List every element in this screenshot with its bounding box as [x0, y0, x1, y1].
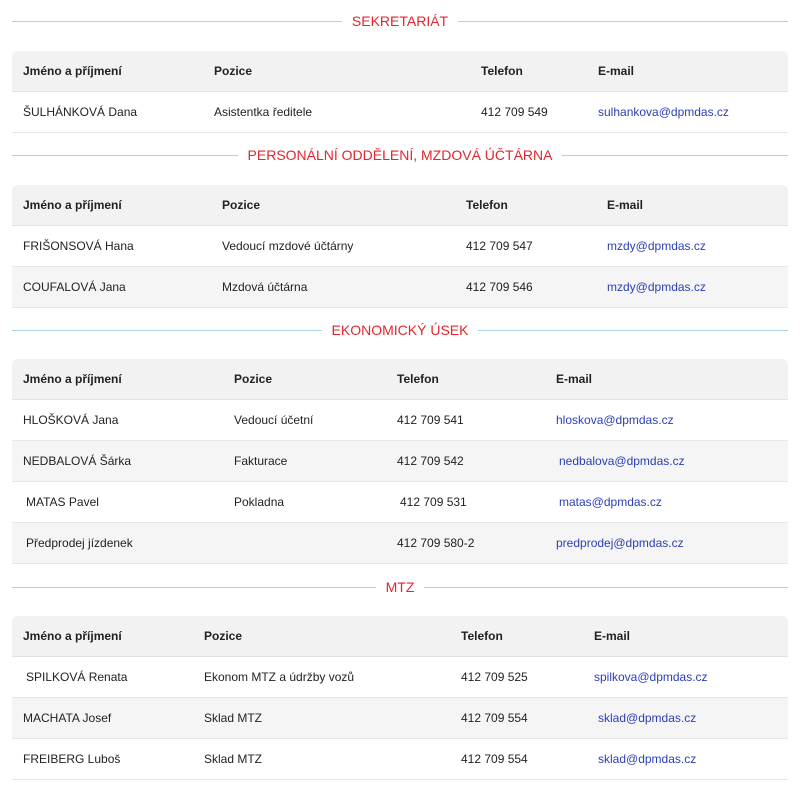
section-title-personalni: [12, 145, 788, 165]
header-name: Jméno a příjmení: [23, 629, 122, 643]
table-personalni: [12, 185, 788, 308]
email-link[interactable]: sklad@dpmdas.cz: [598, 752, 697, 766]
cell-phone: 412 709 531: [400, 495, 467, 509]
section-title-ekonomicky: [12, 320, 788, 340]
table-mtz: [12, 616, 788, 780]
section-title-label: SEKRETARIÁT: [351, 13, 449, 29]
cell-phone: 412 709 525: [461, 670, 528, 684]
cell-phone: 412 709 554: [461, 711, 528, 725]
section-title-label: MTZ: [385, 579, 415, 595]
cell-name: FREIBERG Luboš: [23, 752, 121, 766]
table-header-row: [12, 359, 788, 400]
cell-position: Ekonom MTZ a údržby vozů: [204, 670, 355, 684]
table-row: [12, 92, 788, 133]
table-row: [12, 441, 788, 482]
header-email: E-mail: [598, 64, 635, 78]
email-link[interactable]: mzdy@dpmdas.cz: [607, 239, 706, 253]
email-link[interactable]: predprodej@dpmdas.cz: [556, 536, 684, 550]
divider-line: [478, 330, 788, 331]
email-link[interactable]: mzdy@dpmdas.cz: [607, 280, 706, 294]
divider-line: [458, 21, 788, 22]
cell-name: MACHATA Josef: [23, 711, 112, 725]
cell-position: Pokladna: [234, 495, 285, 509]
email-link[interactable]: sklad@dpmdas.cz: [598, 711, 697, 725]
header-name: Jméno a příjmení: [23, 372, 122, 386]
email-link[interactable]: hloskova@dpmdas.cz: [556, 413, 674, 427]
header-position: Pozice: [214, 64, 253, 78]
table-header-row: [12, 185, 788, 226]
cell-position: Sklad MTZ: [204, 711, 263, 725]
header-email: E-mail: [594, 629, 631, 643]
email-link[interactable]: spilkova@dpmdas.cz: [594, 670, 708, 684]
cell-name: FRIŠONSOVÁ Hana: [23, 239, 134, 253]
table-row: [12, 698, 788, 739]
table-header-row: [12, 616, 788, 657]
section-title-label: PERSONÁLNÍ ODDĚLENÍ, MZDOVÁ ÚČTÁRNA: [247, 147, 553, 163]
cell-name: NEDBALOVÁ Šárka: [23, 454, 132, 468]
cell-phone: 412 709 554: [461, 752, 528, 766]
cell-position: Vedoucí účetní: [234, 413, 314, 427]
divider-line: [12, 330, 322, 331]
email-link[interactable]: nedbalova@dpmdas.cz: [559, 454, 685, 468]
table-row: [12, 482, 788, 523]
cell-phone: 412 709 547: [466, 239, 533, 253]
header-phone: Telefon: [397, 372, 439, 386]
header-name: Jméno a příjmení: [23, 198, 122, 212]
divider-line: [12, 21, 342, 22]
section-title-sekretariat: [12, 11, 788, 31]
section-title-mtz: [12, 577, 788, 597]
cell-name: SPILKOVÁ Renata: [26, 670, 128, 684]
header-position: Pozice: [204, 629, 243, 643]
table-row: [12, 523, 788, 564]
cell-position: Vedoucí mzdové účtárny: [222, 239, 354, 253]
table-row: [12, 226, 788, 267]
header-phone: Telefon: [461, 629, 503, 643]
cell-name: Předprodej jízdenek: [26, 536, 133, 550]
cell-name: COUFALOVÁ Jana: [23, 280, 126, 294]
header-position: Pozice: [234, 372, 273, 386]
cell-position: Sklad MTZ: [204, 752, 263, 766]
table-ekonomicky: [12, 359, 788, 564]
cell-phone: 412 709 580-2: [397, 536, 475, 550]
cell-name: ŠULHÁNKOVÁ Dana: [23, 105, 138, 119]
header-email: E-mail: [607, 198, 644, 212]
table-sekretariat: [12, 51, 788, 133]
header-name: Jméno a příjmení: [23, 64, 122, 78]
cell-name: HLOŠKOVÁ Jana: [23, 413, 119, 427]
cell-phone: 412 709 549: [481, 105, 548, 119]
header-phone: Telefon: [466, 198, 508, 212]
cell-position: Mzdová účtárna: [222, 280, 308, 294]
cell-name: MATAS Pavel: [26, 495, 99, 509]
cell-phone: 412 709 542: [397, 454, 464, 468]
header-email: E-mail: [556, 372, 593, 386]
table-row: [12, 400, 788, 441]
table-row: [12, 267, 788, 308]
divider-line: [562, 155, 788, 156]
cell-phone: 412 709 541: [397, 413, 464, 427]
email-link[interactable]: matas@dpmdas.cz: [559, 495, 662, 509]
cell-position: Asistentka ředitele: [214, 105, 313, 119]
table-header-row: [12, 51, 788, 92]
email-link[interactable]: sulhankova@dpmdas.cz: [598, 105, 729, 119]
header-position: Pozice: [222, 198, 261, 212]
cell-phone: 412 709 546: [466, 280, 533, 294]
divider-line: [12, 587, 376, 588]
cell-position: Fakturace: [234, 454, 288, 468]
table-row: [12, 739, 788, 780]
divider-line: [12, 155, 238, 156]
divider-line: [424, 587, 788, 588]
header-phone: Telefon: [481, 64, 523, 78]
section-title-label: EKONOMICKÝ ÚSEK: [331, 322, 469, 338]
table-row: [12, 657, 788, 698]
